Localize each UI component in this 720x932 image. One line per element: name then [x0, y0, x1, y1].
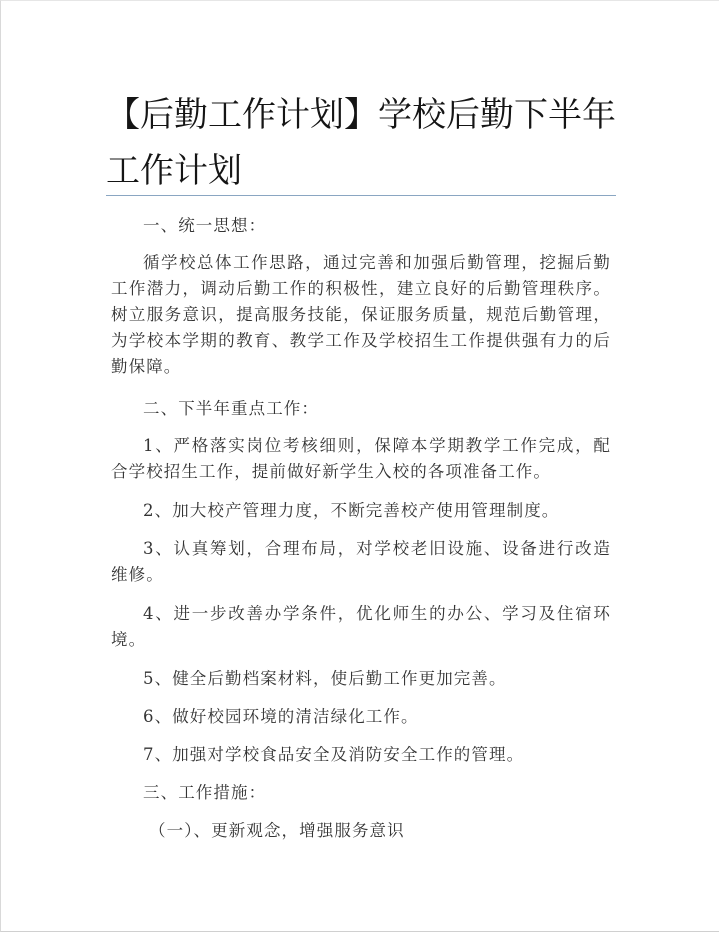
- paragraph-1: 循学校总体工作思路，通过完善和加强后勤管理，挖掘后勤工作潜力，调动后勤工作的积极性，建立良好的后勤管理秩序。树立服务意识，提高服务技能，保证服务质量，规范后勤管理，为学校本学期的教育、教学工作及学校招生工作提供强有力的后勤保障。: [111, 253, 611, 376]
- paragraph-item-7: 7、加强对学校食品安全及消防安全工作的管理。: [143, 745, 525, 764]
- section-heading-3: 三、工作措施：: [143, 783, 267, 802]
- paragraph-item-2: 2、加大校产管理力度，不断完善校产使用管理制度。: [143, 501, 560, 520]
- section-heading-2: 二、下半年重点工作：: [143, 399, 319, 418]
- subsection-heading-1: （一）、更新观念，增强服务意识: [149, 821, 405, 840]
- paragraph-item-5: 5、健全后勤档案材料，使后勤工作更加完善。: [143, 669, 507, 688]
- section-heading-1: 一、统一思想：: [143, 216, 267, 235]
- title-divider: [106, 195, 616, 196]
- paragraph-item-4: 4、进一步改善办学条件，优化师生的办公、学习及住宿环境。: [111, 604, 611, 649]
- paragraph-item-1: 1、严格落实岗位考核细则，保障本学期教学工作完成，配合学校招生工作，提前做好新学生入校的各项准备工作。: [111, 436, 611, 481]
- paragraph-item-3: 3、认真筹划，合理布局，对学校老旧设施、设备进行改造维修。: [111, 539, 611, 584]
- paragraph-item-6: 6、做好校园环境的清洁绿化工作。: [143, 707, 419, 726]
- document-title: 【后勤工作计划】学校后勤下半年工作计划: [106, 95, 616, 191]
